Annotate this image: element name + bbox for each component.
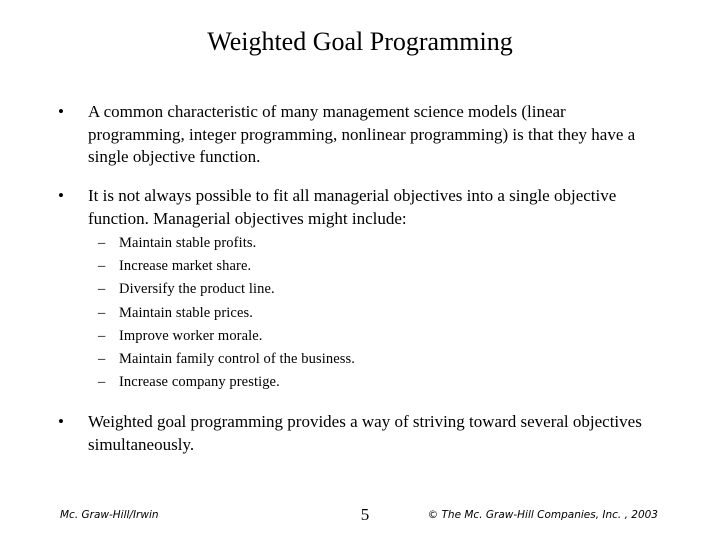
sub-text: Maintain family control of the business. — [119, 350, 355, 367]
bullet-marker: • — [58, 186, 64, 205]
sub-marker: – — [98, 350, 106, 367]
footer-copyright: © The Mc. Graw-Hill Companies, Inc. , 2003 — [427, 509, 658, 521]
bullet-marker: • — [58, 412, 64, 431]
sub-text: Increase company prestige. — [119, 374, 280, 391]
sub-text: Diversify the product line. — [119, 281, 275, 298]
sub-text: Maintain stable profits. — [119, 235, 257, 251]
footer-publisher: Mc. Graw-Hill/Irwin — [60, 509, 159, 521]
sub-marker: – — [98, 374, 106, 391]
sub-text: Maintain stable prices. — [119, 304, 253, 321]
bullet-marker: • — [58, 102, 64, 121]
page-number: 5 — [360, 505, 370, 524]
sub-marker: – — [98, 304, 106, 321]
slide-title: Weighted Goal Programming — [207, 27, 513, 56]
sub-marker: – — [98, 327, 106, 344]
bullet-text: A common characteristic of many management science models (linear programming, integer programming, nonlinear programming) is that they have a single objective function. — [88, 102, 636, 166]
sub-marker: – — [98, 258, 106, 275]
sub-marker: – — [98, 281, 106, 298]
sub-text: Improve worker morale. — [119, 327, 263, 344]
bullet-text: It is not always possible to fit all managerial objectives into a single objective function. Managerial objectives might include: — [88, 186, 617, 228]
sub-marker: – — [98, 235, 106, 251]
bullet-text: Weighted goal programming provides a way of striving toward several objectives simultaneously. — [88, 412, 642, 454]
sub-text: Increase market share. — [119, 258, 252, 275]
